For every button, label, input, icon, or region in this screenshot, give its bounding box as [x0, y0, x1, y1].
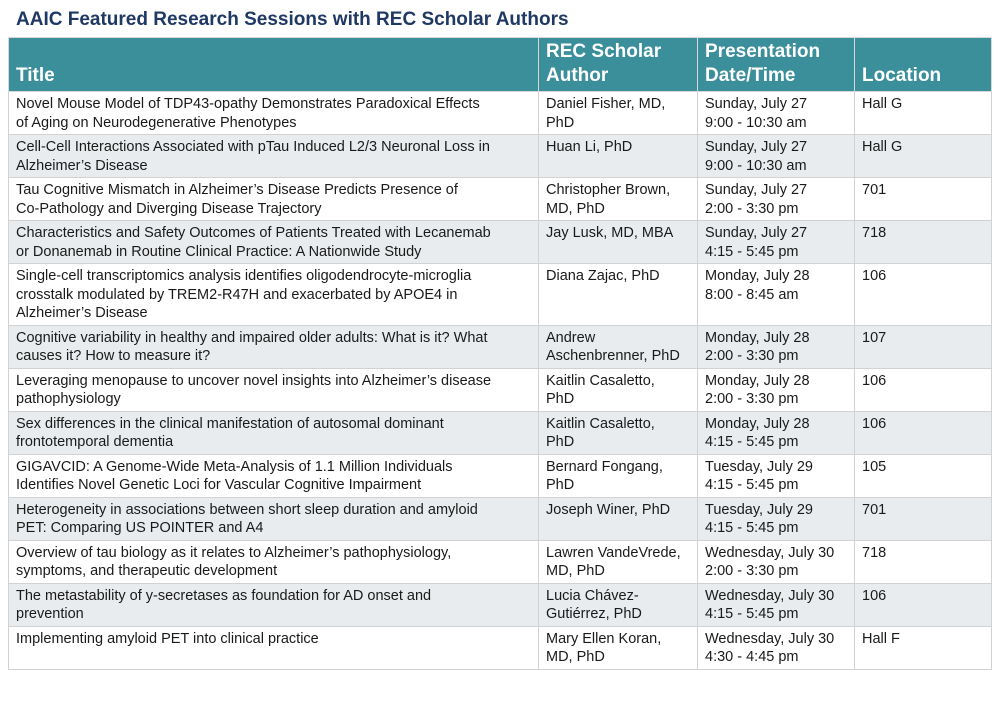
session-time: 2:00 - 3:30 pm	[705, 563, 799, 579]
author-name-line: MD, PhD	[546, 563, 605, 579]
session-time: 4:30 - 4:45 pm	[705, 649, 799, 665]
session-title-line: PET: Comparing US POINTER and A4	[16, 520, 264, 536]
session-title-line: Implementing amyloid PET into clinical practice	[16, 630, 319, 647]
session-date: Sunday, July 27	[705, 96, 808, 112]
session-time: 2:00 - 3:30 pm	[705, 391, 799, 407]
session-date: Wednesday, July 30	[705, 630, 835, 647]
session-title-line: Leveraging menopause to uncover novel insights into Alzheimer’s disease	[16, 372, 492, 389]
session-date: Tuesday, July 29	[705, 501, 813, 518]
cell-datetime	[698, 264, 855, 326]
session-time: 4:15 - 5:45 pm	[705, 434, 799, 450]
cell-title	[9, 583, 539, 626]
session-date: Monday, July 28	[705, 415, 810, 432]
cell-author	[539, 264, 698, 326]
cell-location	[855, 540, 992, 583]
cell-datetime	[698, 583, 855, 626]
session-location: 105	[862, 458, 887, 475]
session-title-line: frontotemporal dementia	[16, 434, 174, 450]
cell-title	[9, 221, 539, 264]
session-title-line: Alzheimer’s Disease	[16, 305, 148, 321]
header-author	[539, 38, 698, 92]
cell-title	[9, 368, 539, 411]
session-title-line: Cognitive variability in healthy and impaired older adults: What is it? What	[16, 329, 488, 346]
header-row	[9, 38, 992, 92]
header-location-label: Location	[862, 65, 942, 86]
session-date: Monday, July 28	[705, 372, 810, 389]
cell-datetime	[698, 178, 855, 221]
author-name-line: Andrew	[546, 329, 596, 346]
cell-author	[539, 221, 698, 264]
cell-location	[855, 178, 992, 221]
session-date: Sunday, July 27	[705, 225, 808, 241]
session-title-line: Single-cell transcriptomics analysis identifies oligodendrocyte-microglia	[16, 268, 472, 284]
session-title-line: or Donanemab in Routine Clinical Practice: A Nationwide Study	[16, 243, 422, 260]
session-location: Hall F	[862, 630, 900, 647]
session-title-line: Overview of tau biology as it relates to Alzheimer’s pathophysiology,	[16, 544, 452, 561]
cell-datetime	[698, 221, 855, 264]
cell-author	[539, 583, 698, 626]
session-title-line: symptoms, and therapeutic development	[16, 563, 278, 579]
table-row	[9, 454, 992, 497]
table-row	[9, 92, 992, 135]
session-date: Tuesday, July 29	[705, 458, 813, 475]
cell-datetime	[698, 497, 855, 540]
cell-datetime	[698, 325, 855, 368]
session-date: Monday, July 28	[705, 268, 810, 284]
author-name-line: Lucia Chávez-	[546, 587, 639, 604]
session-time: 9:00 - 10:30 am	[705, 114, 807, 131]
session-time: 2:00 - 3:30 pm	[705, 200, 799, 217]
session-time: 4:15 - 5:45 pm	[705, 520, 799, 536]
session-time: 9:00 - 10:30 am	[705, 157, 807, 174]
cell-title	[9, 411, 539, 454]
author-name-line: Gutiérrez, PhD	[546, 606, 642, 622]
cell-author	[539, 626, 698, 669]
cell-location	[855, 497, 992, 540]
author-name-line: PhD	[546, 477, 575, 493]
page-title: AAIC Featured Research Sessions with REC Scholar Authors	[16, 9, 569, 30]
header-datetime	[698, 38, 855, 92]
header-title	[9, 38, 539, 92]
author-name-line: MD, PhD	[546, 649, 605, 665]
author-name-line: Bernard Fongang,	[546, 458, 663, 475]
cell-title	[9, 540, 539, 583]
session-location: 106	[862, 372, 887, 389]
session-time: 4:15 - 5:45 pm	[705, 243, 799, 260]
session-title-line: Co-Pathology and Diverging Disease Trajectory	[16, 200, 322, 217]
cell-author	[539, 178, 698, 221]
cell-location	[855, 583, 992, 626]
header-author-line: REC Scholar	[546, 41, 662, 62]
author-name-line: MD, PhD	[546, 200, 605, 217]
cell-location	[855, 411, 992, 454]
session-location: 718	[862, 225, 887, 241]
session-date: Monday, July 28	[705, 329, 810, 346]
cell-title	[9, 454, 539, 497]
session-date: Sunday, July 27	[705, 139, 808, 155]
session-date: Wednesday, July 30	[705, 544, 835, 561]
sessions-table	[8, 37, 992, 670]
session-date: Sunday, July 27	[705, 182, 808, 198]
author-name-line: Daniel Fisher, MD,	[546, 96, 666, 112]
table-row	[9, 411, 992, 454]
cell-author	[539, 540, 698, 583]
header-location	[855, 38, 992, 92]
session-title-line: causes it? How to measure it?	[16, 348, 211, 364]
author-name-line: Aschenbrenner, PhD	[546, 348, 680, 364]
author-name-line: PhD	[546, 391, 575, 407]
cell-title	[9, 92, 539, 135]
session-location: 701	[862, 501, 887, 518]
cell-author	[539, 454, 698, 497]
cell-datetime	[698, 368, 855, 411]
session-location: 718	[862, 544, 887, 561]
cell-datetime	[698, 540, 855, 583]
session-title-line: of Aging on Neurodegenerative Phenotypes	[16, 114, 297, 131]
session-title-line: Identifies Novel Genetic Loci for Vascular Cognitive Impairment	[16, 477, 422, 493]
cell-author	[539, 411, 698, 454]
author-name-line: Jay Lusk, MD, MBA	[546, 225, 674, 241]
session-location: 106	[862, 268, 887, 284]
session-location: Hall G	[862, 96, 903, 112]
session-location: Hall G	[862, 139, 903, 155]
cell-author	[539, 92, 698, 135]
table-row	[9, 178, 992, 221]
session-location: 106	[862, 415, 887, 432]
session-title-line: The metastability of y-secretases as foundation for AD onset and	[16, 587, 432, 604]
table-row	[9, 626, 992, 669]
author-name-line: Joseph Winer, PhD	[546, 501, 671, 518]
cell-datetime	[698, 454, 855, 497]
cell-author	[539, 135, 698, 178]
session-title-line: crosstalk modulated by TREM2-R47H and exacerbated by APOE4 in	[16, 286, 458, 303]
header-author-line: Author	[546, 65, 609, 86]
table-row	[9, 540, 992, 583]
session-time: 2:00 - 3:30 pm	[705, 348, 799, 364]
cell-title	[9, 264, 539, 326]
table-row	[9, 497, 992, 540]
table-row	[9, 583, 992, 626]
session-title-line: Novel Mouse Model of TDP43-opathy Demonstrates Paradoxical Effects	[16, 96, 480, 112]
cell-location	[855, 221, 992, 264]
cell-title	[9, 626, 539, 669]
session-title-line: Sex differences in the clinical manifestation of autosomal dominant	[16, 415, 444, 432]
table-row	[9, 221, 992, 264]
session-location: 701	[862, 182, 887, 198]
header-datetime-line: Presentation	[705, 41, 821, 62]
author-name-line: Lawren VandeVrede,	[546, 544, 681, 561]
session-location: 106	[862, 587, 887, 604]
session-title-line: Alzheimer’s Disease	[16, 157, 148, 174]
table-row	[9, 264, 992, 326]
cell-author	[539, 325, 698, 368]
cell-location	[855, 454, 992, 497]
session-time: 4:15 - 5:45 pm	[705, 477, 799, 493]
cell-datetime	[698, 92, 855, 135]
cell-datetime	[698, 626, 855, 669]
author-name-line: Christopher Brown,	[546, 182, 671, 198]
author-name-line: Kaitlin Casaletto,	[546, 415, 655, 432]
cell-title	[9, 178, 539, 221]
author-name-line: Diana Zajac, PhD	[546, 268, 660, 284]
session-location: 107	[862, 329, 887, 346]
session-time: 8:00 - 8:45 am	[705, 286, 799, 303]
cell-location	[855, 626, 992, 669]
cell-location	[855, 368, 992, 411]
session-title-line: Tau Cognitive Mismatch in Alzheimer’s Disease Predicts Presence of	[16, 182, 458, 198]
header-datetime-line: Date/Time	[705, 65, 796, 86]
session-time: 4:15 - 5:45 pm	[705, 606, 799, 622]
cell-location	[855, 325, 992, 368]
table-row	[9, 368, 992, 411]
header-title-label: Title	[16, 65, 55, 86]
author-name-line: Huan Li, PhD	[546, 139, 633, 155]
cell-location	[855, 135, 992, 178]
author-name-line: Mary Ellen Koran,	[546, 630, 662, 647]
table-row	[9, 135, 992, 178]
session-title-line: prevention	[16, 606, 84, 622]
session-date: Wednesday, July 30	[705, 587, 835, 604]
session-title-line: Characteristics and Safety Outcomes of Patients Treated with Lecanemab	[16, 225, 491, 241]
cell-title	[9, 325, 539, 368]
author-name-line: PhD	[546, 434, 575, 450]
session-title-line: Cell-Cell Interactions Associated with pTau Induced L2/3 Neuronal Loss in	[16, 139, 490, 155]
table-body	[9, 92, 992, 670]
session-title-line: Heterogeneity in associations between short sleep duration and amyloid	[16, 501, 478, 518]
cell-location	[855, 92, 992, 135]
cell-author	[539, 368, 698, 411]
session-title-line: GIGAVCID: A Genome-Wide Meta-Analysis of 1.1 Million Individuals	[16, 458, 453, 475]
cell-datetime	[698, 135, 855, 178]
cell-author	[539, 497, 698, 540]
session-title-line: pathophysiology	[16, 391, 121, 407]
cell-title	[9, 497, 539, 540]
author-name-line: PhD	[546, 114, 575, 131]
table-row	[9, 325, 992, 368]
author-name-line: Kaitlin Casaletto,	[546, 372, 655, 389]
cell-location	[855, 264, 992, 326]
cell-datetime	[698, 411, 855, 454]
cell-title	[9, 135, 539, 178]
